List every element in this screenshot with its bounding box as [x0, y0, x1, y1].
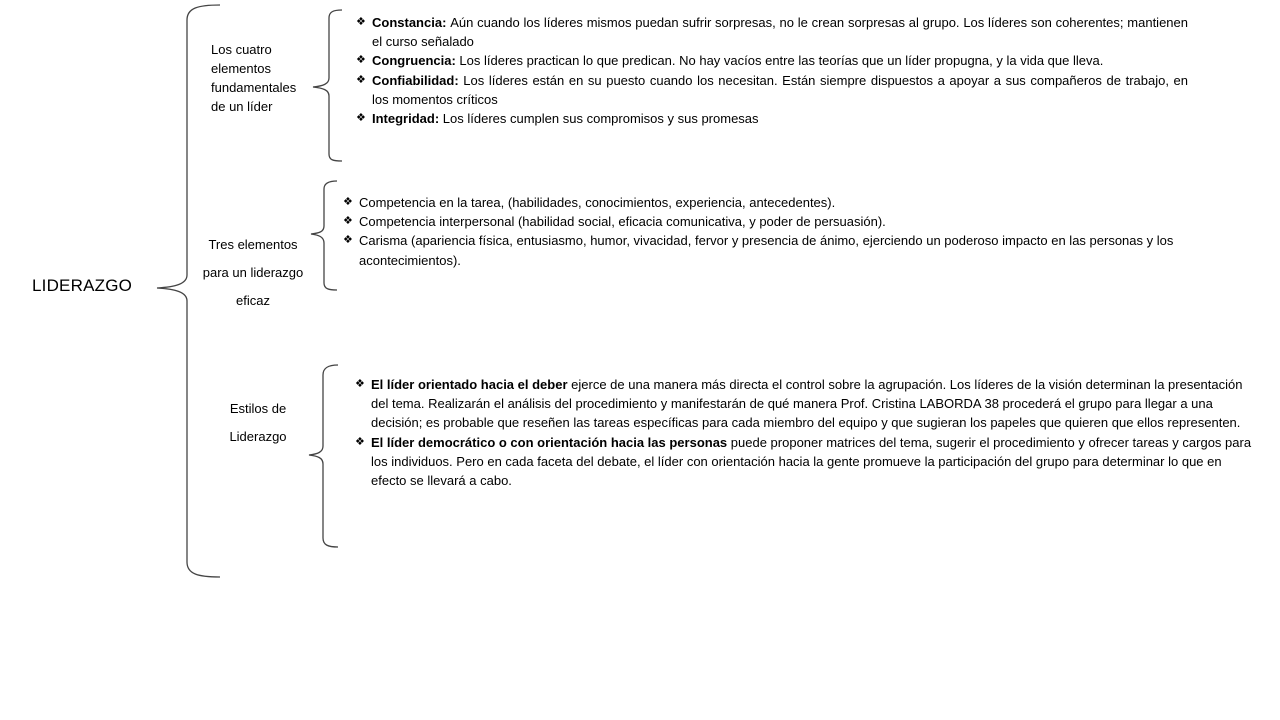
branch-label-cuatro-elementos: Los cuatro elementos fundamentales de un líder [211, 42, 297, 114]
list-item [343, 231, 1255, 269]
item-text: Los líderes practican lo que predican. No hay vacíos entre las teorías que un líder propugna, y la vida que lleva. [459, 53, 1104, 69]
list-tres-elementos [343, 193, 1255, 270]
diamond-bullet-icon: ❖ [355, 378, 365, 390]
list-item [356, 51, 1188, 70]
bracket-cuatro-elementos [313, 10, 342, 161]
item-title: Integridad [372, 111, 435, 127]
item-text: Aún cuando los líderes mismos puedan sufrir sorpresas, no le crean sorpresas al grupo. Los líderes son coherentes; mantienen el curso señalado [372, 15, 1188, 50]
bracket-estilos [309, 365, 338, 547]
item-title: Constancia [372, 15, 443, 30]
item-text: Competencia interpersonal (habilidad social, eficacia comunicativa, y poder de persuasión). [359, 214, 886, 230]
list-item [343, 193, 1255, 212]
list-cuatro-elementos [356, 13, 1188, 128]
diamond-bullet-icon: ❖ [343, 196, 353, 208]
bracket-tres-elementos [311, 181, 337, 290]
diamond-bullet-icon: ❖ [356, 112, 366, 125]
item-title: Congruencia [372, 53, 452, 69]
diamond-bullet-icon: ❖ [356, 54, 366, 67]
list-item [355, 375, 1258, 433]
list-item [355, 433, 1258, 491]
item-separator: : [454, 72, 464, 88]
item-separator: : [434, 111, 443, 127]
diamond-bullet-icon: ❖ [343, 234, 353, 247]
item-separator: : [442, 15, 451, 30]
diamond-bullet-icon: ❖ [343, 215, 353, 228]
item-title: El líder democrático o con orientación hacia las personas [371, 434, 728, 450]
item-text: puede proponer matrices del tema, sugerir el procedimiento y ofrecer tareas y cargos para los individuos. Pero en cada faceta del debate, el líder con orientación hacia la gente promueve la participación del grupo para determinar lo que en efecto se llevará a cabo. [371, 434, 1252, 489]
branch-label-tres-elementos: Tres elementos para un liderazgo eficaz [202, 237, 304, 308]
item-text: Los líderes cumplen sus compromisos y sus promesas [442, 111, 759, 127]
branch-label-estilos: Estilos de Liderazgo [229, 401, 287, 444]
list-item [356, 13, 1188, 51]
diamond-bullet-icon: ❖ [355, 435, 365, 448]
item-title: Confiabilidad [372, 72, 455, 88]
diamond-bullet-icon: ❖ [356, 16, 366, 28]
root-label: LIDERAZGO [32, 276, 133, 295]
item-text: ejerce de una manera más directa el control sobre la agrupación. Los líderes de la visión determinan la presentación del tema. Realizarán el análisis del procedimiento y manifestarán de qué manera Prof. Cristina LABORDA 38 procederá el grupo para llegar a una decisión; es probable que reseñen las tareas específicas para cada miembro del equipo y que sugieran los papeles que quieren que ellos representen. [371, 377, 1243, 431]
list-estilos [355, 375, 1258, 490]
item-text: Competencia en la tarea, (habilidades, conocimientos, experiencia, antecedentes). [359, 195, 836, 210]
item-separator: : [451, 53, 460, 69]
item-text: Carisma (apariencia física, entusiasmo, humor, vivacidad, fervor y presencia de ánimo, ejerciendo un poderoso impacto en las personas y los acontecimientos). [359, 233, 1174, 268]
item-text: Los líderes están en su puesto cuando los necesitan. Están siempre dispuestos a apoyar a sus compañeros de trabajo, en los momentos críticos [372, 72, 1188, 107]
diamond-bullet-icon: ❖ [356, 73, 366, 86]
list-item [343, 212, 1255, 231]
item-title: El líder orientado hacia el deber [371, 377, 568, 392]
list-item [356, 71, 1188, 109]
list-item [356, 109, 1188, 128]
